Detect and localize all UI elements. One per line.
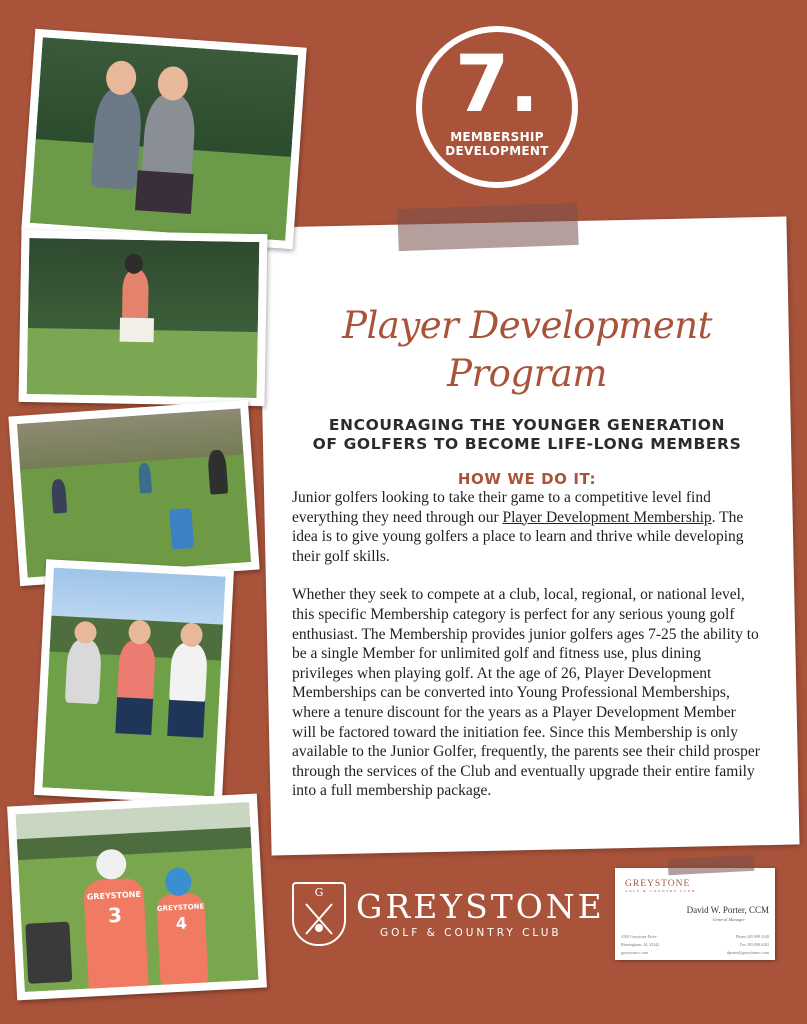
biz-card-logo — [625, 879, 696, 893]
jersey-right-text: GREYSTONE — [156, 902, 205, 913]
section-badge — [416, 26, 578, 188]
subtitle-line2: OF GOLFERS TO BECOME LIFE-LONG MEMBERS — [312, 435, 742, 453]
biz-brand: GREYSTONE — [625, 879, 691, 889]
body-text — [292, 488, 762, 801]
photo-swing — [19, 230, 268, 406]
photo-jerseys — [7, 794, 267, 1001]
paragraph-1-start: Junior golfers looking to take their game to a competitive level find everything they need through our — [292, 489, 711, 526]
badge-label-line1: MEMBERSHIP — [450, 130, 544, 144]
biz-fax: Fax 205.998.6202 — [740, 942, 769, 947]
tape-strip — [397, 203, 578, 251]
greystone-logo — [292, 880, 605, 950]
badge-number: 7. — [455, 40, 539, 130]
biz-address2: Birmingham, AL 35242 — [621, 942, 660, 947]
logo-subtitle: GOLF & COUNTRY CLUB — [380, 927, 562, 939]
jersey-left-text: GREYSTONE — [86, 889, 142, 902]
jersey-right-number: 4 — [175, 913, 188, 933]
crossed-clubs-icon — [294, 896, 344, 946]
subtitle — [292, 416, 762, 454]
membership-link[interactable]: Player Development Membership — [502, 508, 712, 526]
subtitle-line1: ENCOURAGING THE YOUNGER GENERATION — [328, 416, 726, 434]
photo-three-golfers — [34, 559, 234, 805]
logo-monogram: G — [314, 886, 324, 899]
biz-address1: 4100 Greystone Drive — [621, 934, 657, 939]
logo-name: GREYSTONE — [356, 887, 605, 926]
badge-label — [422, 130, 572, 158]
biz-title: General Manager — [712, 917, 745, 922]
biz-name: David W. Porter, CCM — [686, 905, 769, 915]
jersey-left-number: 3 — [107, 902, 123, 928]
how-heading: HOW WE DO IT: — [457, 470, 597, 488]
page-title: Player Development Program — [342, 304, 712, 395]
shield-crest-icon — [292, 882, 346, 946]
paragraph-2: Whether they seek to compete at a club, local, regional, or national level, this specific Membership category is perfect for any serious young golf enthusiast. The Membership provides junior golfers ages 7-25 the ability to be a single Member for unlimited golf and fitness use, plus dining privileges when playing golf. At the age of 26, Player Development Memberships can be converted into Young Professional Memberships, where a tenure discount for the years as a Player Development Member will be factored toward the initiation fee. Since this Membership is only available to the Junior Golfer, frequently, the parents see their child prosper through the services of the Club and eventually upgrade their entire family into a full membership package. — [292, 586, 760, 800]
biz-website: greystonecc.com — [621, 950, 648, 955]
photo-two-golfers — [21, 29, 306, 249]
biz-brand-sub: GOLF & COUNTRY CLUB — [625, 889, 696, 893]
paragraph-1-end: . The idea is to give young golfers a place to learn and thrive while developing their golf skills. — [292, 508, 744, 565]
card-content — [292, 302, 762, 801]
biz-phone: Phone 205.998.3140 — [736, 934, 769, 939]
badge-label-line2: DEVELOPMENT — [445, 144, 549, 158]
photo-range — [8, 400, 259, 586]
paragraph-1 — [292, 488, 762, 566]
biz-email: dporter@greystonecc.com — [726, 950, 769, 955]
business-card — [615, 868, 775, 960]
